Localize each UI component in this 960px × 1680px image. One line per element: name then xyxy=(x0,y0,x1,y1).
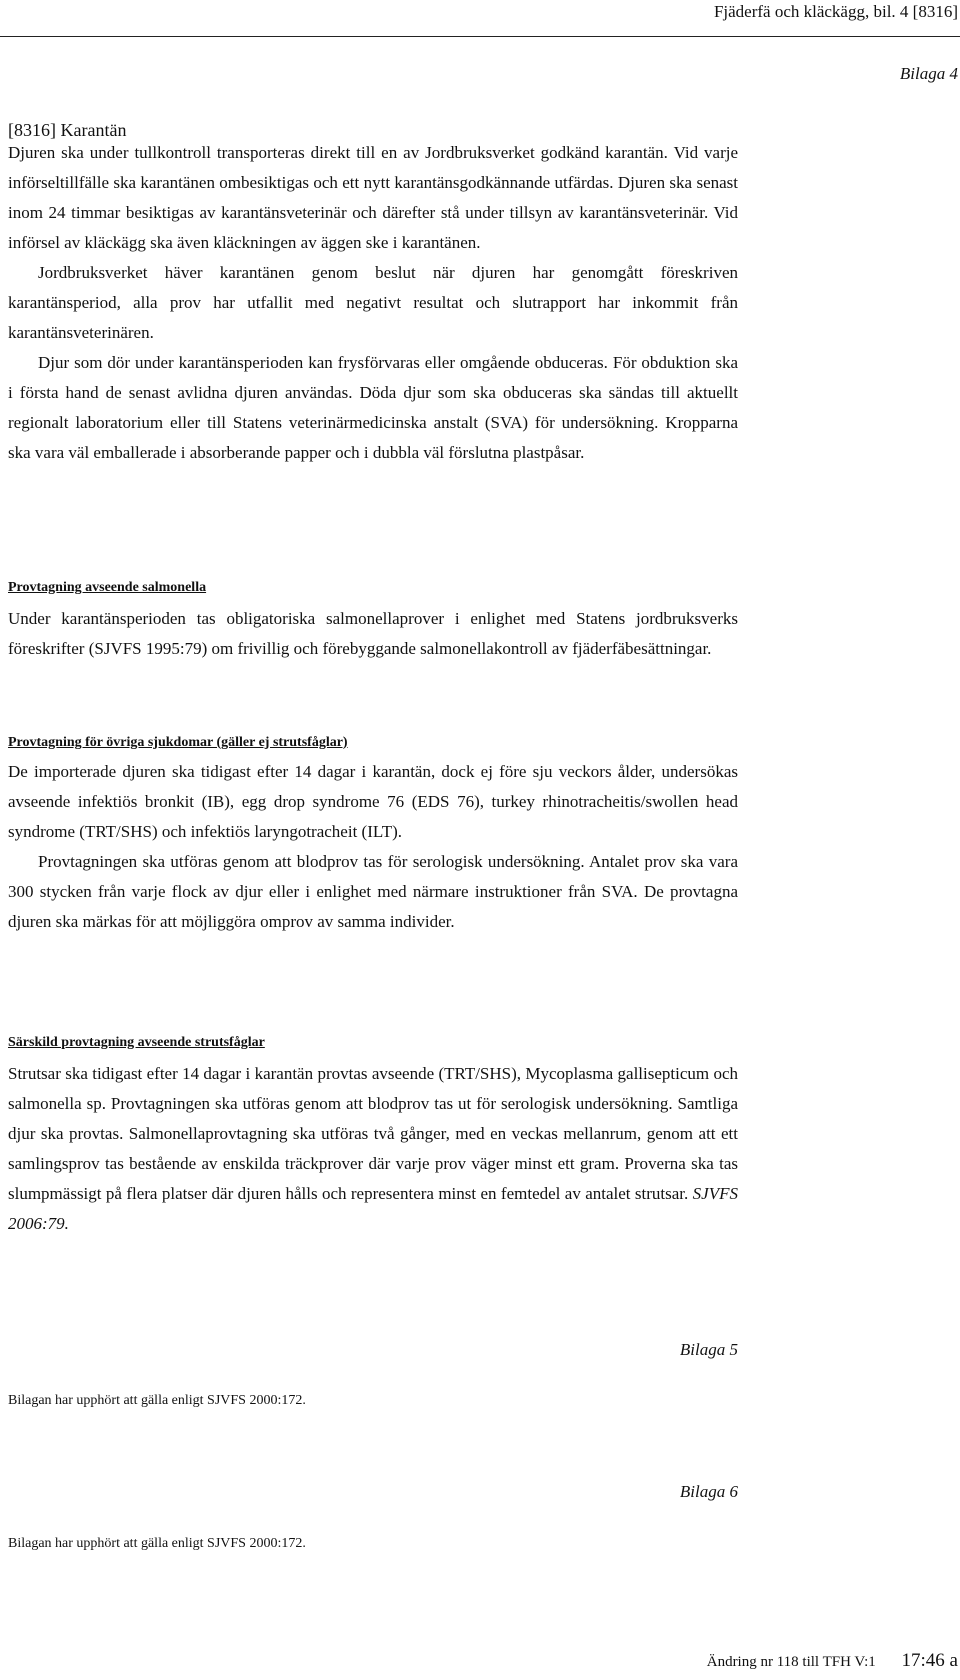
paragraph: Provtagningen ska utföras genom att blodprov tas för serologisk undersökning. Antalet prov ska vara 300 stycken från varje flock av djur eller i enlighet med närmare instruktioner från SVA. De provtagna djuren ska märkas för att möjliggöra omprov av samma individer. xyxy=(8,852,738,931)
section-heading-other-diseases: Provtagning för övriga sjukdomar (gäller ej strutsfåglar) xyxy=(8,735,348,750)
section-other-diseases-body xyxy=(8,757,738,937)
paragraph: Under karantänsperioden tas obligatoriska salmonellaprover i enlighet med Statens jordbruksverks föreskrifter (SJVFS 1995:79) om frivillig och förebyggande salmonellakontroll av fjäderfäbesättningar. xyxy=(8,609,738,658)
reference: SJVFS 2006:79. xyxy=(8,1184,738,1233)
paragraph: Jordbruksverket häver karantänen genom beslut när djuren har genomgått föreskriven karantänsperiod, alla prov har utfallit med negativt resultat och slutrapport har inkommit från karantänsveterinären. xyxy=(8,263,738,342)
section-salmonella-body xyxy=(8,604,738,664)
section-ostrich-body xyxy=(8,1059,738,1239)
section-heading-salmonella: Provtagning avseende salmonella xyxy=(8,580,207,595)
paragraph-text: Strutsar ska tidigast efter 14 dagar i karantän provtas avseende (TRT/SHS), Mycoplasma gallisepticum och salmonella sp. Provtagningen ska utföras genom att blodprov tas ut för serologisk undersökning. Samtliga djur ska provtas. Salmonellaprovtagning ska utföras två gånger, med en veckas mellanrum, genom att ett samlingsprov tas bestående av enskilda träckprover där varje prov väger minst ett gram. Proverna ska tas slumpmässigt på flera platser där djuren hålls och representera minst en femtedel av antalet strutsar. xyxy=(8,1064,738,1203)
bilaga-5-note: Bilagan har upphört att gälla enligt SJVFS 2000:172. xyxy=(8,1393,306,1408)
paragraph: Djuren ska under tullkontroll transporteras direkt till en av Jordbruksverket godkänd karantän. Vid varje införseltillfälle ska karantänen ombesiktigas och ett nytt karantänsgodkännande utfärdas. Djuren ska senast inom 24 timmar besiktigas av karantänsveterinär och därefter stå under tillsyn av karantänsveterinär. Vid införsel av kläckägg ska även kläckningen av äggen ske i karantänen. xyxy=(8,143,738,252)
paragraph xyxy=(8,1059,738,1239)
section-heading-karantan: [8316] Karantän xyxy=(8,120,127,140)
bilaga-5-label: Bilaga 5 xyxy=(679,1340,738,1359)
section-heading-ostrich: Särskild provtagning avseende strutsfåglar xyxy=(8,1035,265,1050)
paragraph: Djur som dör under karantänsperioden kan frysförvaras eller omgående obduceras. För obduktion ska i första hand de senast avlidna djuren användas. Döda djur som ska obduceras ska sändas till aktuellt regionalt laboratorium eller till Statens veterinärmedicinska anstalt (SVA) för undersökning. Kropparna ska vara väl emballerade i absorberande papper och i dubbla väl förslutna plastpåsar. xyxy=(8,353,738,462)
running-header: Fjäderfä och kläckägg, bil. 4 [8316] xyxy=(713,2,958,21)
bilaga-6-label: Bilaga 6 xyxy=(679,1482,738,1501)
bilaga-4-label: Bilaga 4 xyxy=(899,64,958,83)
page-footer xyxy=(707,1650,958,1672)
bilaga-6-note: Bilagan har upphört att gälla enligt SJVFS 2000:172. xyxy=(8,1536,306,1551)
page-number: 17:46 a xyxy=(901,1650,958,1671)
amendment-note: Ändring nr 118 till TFH V:1 xyxy=(706,1654,876,1670)
paragraph: De importerade djuren ska tidigast efter 14 dagar i karantän, dock ej före sju veckors ålder, undersökas avseende infektiös bronkit (IB), egg drop syndrome 76 (EDS 76), turkey rhinotracheitis/swollen head syndrome (TRT/SHS) och infektiös laryngotracheit (ILT). xyxy=(8,762,738,841)
header-rule xyxy=(0,36,960,37)
section-karantan-body xyxy=(8,138,738,468)
